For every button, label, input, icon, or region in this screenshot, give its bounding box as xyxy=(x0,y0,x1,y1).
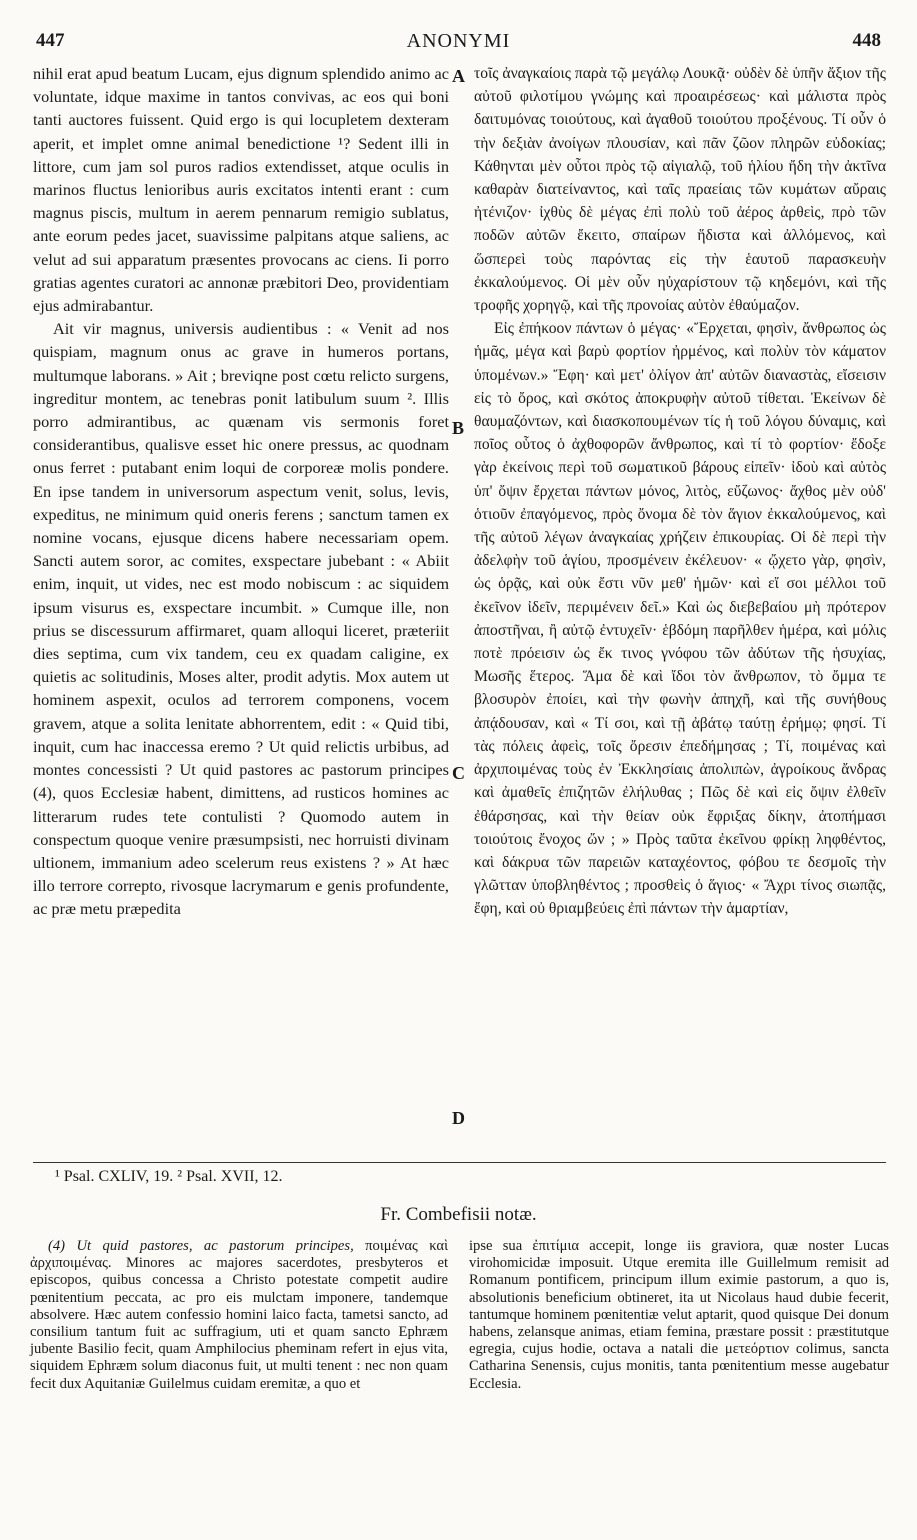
greek-paragraph-2: Εἰς ἐπήκοον πάντων ὁ μέγας· «Ἔρχεται, φησὶν, ἄνθρωπος ὡς ἡμᾶς, μέγα καὶ βαρὺ φορτίον ἠρμένος, καὶ πολὺν τὸν κάματον ὑπομένων.» Ἔφη· καὶ μετ' ὀλίγον ἀπ' αὐτῶν διαναστὰς, εἴσεισιν εἰς τὸ ὄρος, καὶ σκότος ἀποκρυφὴν αὐτοῦ τίθεται. Ἐκείνων δὲ θαυμαζόντων, καὶ διασκοπουμένων τίς ἡ τοῦ λόγου δύναμις, καὶ ποῖος οὗτος ὁ ἀχθοφορῶν ἄνθρωπος, καὶ τί τὸ φορτίον· ἔδοξε γὰρ ἐκείνοις περὶ τοῦ σωματικοῦ βάρους εἰπεῖν· ἰδοὺ καὶ αὐτὸς ὑπ' ὄψιν ἔρχεται πάντων μόνος, λιτὸς, εὔζωνος· ἄχθος μὲν οὐδ' ὁτιοῦν ἐπαγόμενος, πρὸς ὄνομα δὲ τὸν ἅγιον ἐκκαλούμενος, καὶ τῆς αὐτοῦ λέγων ἀναγκαίας χρήζειν ἐπικουρίας. Οἱ δὲ περὶ τὴν ἀδελφὴν τοῦ ἁγίου, προσμένειν ἐκέλευον· « ᾤχετο γὰρ, φησὶν, ὡς ὁρᾷς, καὶ οὐκ ἔστι νῦν μεθ' ἡμῶν· καὶ εἴ σοι μέλλοι τοῦ ἐκεῖνον ἰδεῖν, περιμένειν δεῖ.» Καὶ ὡς διεβεβαίου μὴ πρότερον ἀποστῆναι, ἢ αὐτῷ ἐντυχεῖν· ἑβδόμη παρῆλθεν ἡμέρα, καὶ μόλις ποτὲ πρόεισιν ὡς ἔκ τινος γνόφου τῶν ἀδύτων τῆς ἡσυχίας, Μωσῆς ἕτερος. Ἅμα δὲ καὶ ἴδοι τὸν ἄνθρωπον, τὸ ὄμμα τε βλοσυρὸν ἐποίει, καὶ τὴν φωνὴν ἀπηχῆ, καὶ τῆς συνήθους ἀπᾴδουσαν, καὶ « Τί σοι, καὶ τῇ ἀβάτῳ ταύτῃ ἐρήμῳ; φησί. Τί τὰς πόλεις ἀφεὶς, τοῖς ὄρεσιν ἐπεδήμησας ; Τί, ποιμένας καὶ ἀρχιποιμένας τοὺς ἐν Ἐκκλησίαις ἀπολιπὼν, ἀγροίκους ἄνδρας καὶ ἀμαθεῖς ἐπιζητῶν ἐλήλυθας ; Πῶς δὲ καὶ εἰς ὄψιν ἐλθεῖν ἐθάρσησας, καὶ τὴν θείαν οὐκ ἔφριξας δίκην, ἀτοπήμασι τοιούτοις ἔνοχος ὤν ; » Πρὸς ταῦτα ἐκεῖνου φρίκῃ ληφθέντος, καὶ δάκρυα τῶν παρειῶν καταχέοντος, φόβου τε δεσμοῖς τὴν γλῶτταν ὑποβληθέντος ; προσθεὶς ὁ ἅγιος· « Ἄχρι τίνος σιωπᾷς, ἔφη, καὶ οὐ θριαμβεύεις ἐπὶ πάντων τὴν ἁμαρτίαν, xyxy=(474,320,886,918)
latin-column xyxy=(33,62,449,921)
page-header xyxy=(30,30,887,56)
latin-paragraph-2: Ait vir magnus, universis audientibus : « Venit ad nos quispiam, magnum onus ac grave in humeros portans, multumque laborans. » Ait ; breviqne post cœtu relicto surgens, ingreditur montem, ac tenebras ponit latibulum suum ². Illis porro admirantibus, ac quænam vis sermonis foret considerantibus, qualisve esset hic onere pressus, ac quodnam onus ferret : putabant enim loqui de corporeæ molis pondere. En ipse tandem in universorum aspectum venit, solus, levis, expeditus, ne minimum quid oneris ferens ; sanctum tamen ex nomine vocans, ejusque dicens habere necessariam opem. Sancti autem soror, ac comites, exspectare jubebant : « Abiit enim, inquit, ut vides, nec est modo nobiscum : ac siquidem ipsum visurus es, exspectare incumbit. » Cumque ille, non prius se discessurum affirmaret, quam alloqui liceret, præteriit dies septima, cum vix tandem, ceu ex quadam caligine, ex quietis ac solitudinis, Moses alter, prodit adytis. Mox autem ut hominem aspexit, oculos ad terrorem componens, vocem gravem, atque a solita lenitate abhorrentem, edit : « Quid tibi, inquit, cum hac inaccessa eremo ? Ut quid relictis urbibus, ad montes concessisti ? Ut quid pastores ac pastorum principes (4), quos Ecclesiæ habent, dimittens, ad rusticos homines ac litterarum rudes tete contulisti ? Quomodo autem in conspectum quoque venire præsumpsisti, nec horruisti divinam ultionem, immanium adeo scelerum reus existens ? » At hæc illo terrore correpto, rivosque lacrymarum e genis profundente, ac præ metu præpedita xyxy=(33,319,449,919)
note-4-continued: ipse sua ἐπιτίμια accepit, longe iis graviora, quæ noster Lucas virohomicidæ imposuit. Utque eremita ille Guillelmum remisit ad Romanum pontificem, principum illum eximie pastorum, a quo is, absolutionis beneficium obtineret, ita ut Nicolaus haud dubie fecerit, tantumque hominem pœnitentiæ velut aptarit, quod quisque Dei donum habens, zelansque animas, etiam femina, præstare possit : præstitutque egregia, cujus hodie, octava a natali die μετεόρτιον colimus, sancta Catharina Senensis, cujus monitis, tanta pœnitentium messe augebatur Ecclesia. xyxy=(469,1238,889,1392)
notes-left-column xyxy=(30,1238,448,1393)
notes-title: Fr. Combefisii notæ. xyxy=(380,1204,537,1225)
note-4 xyxy=(30,1238,448,1393)
greek-paragraph-1: τοῖς ἀναγκαίοις παρὰ τῷ μεγάλῳ Λουκᾷ· οὐδὲν δὲ ὑπῆν ἄξιον τῆς αὐτοῦ φιλοτίμου γνώμης καὶ προαιρέσεως· καὶ μάλιστα πρὸς δαιτυμόνας τοιούτους, καὶ ἀγαθοῦ τοιούτου προξένους. Τί οὖν ὁ τὴν δεξιὰν ἀνοίγων πλουσίαν, καὶ πᾶν ζῶον πληρῶν εὐδοκίας; Κάθηνται μὲν οὗτοι πρὸς τῷ αἰγιαλῷ, τοῦ ἡλίου ἤδη τὴν ἀκτῖνα καθαρὰν διατείναντος, καὶ ταῖς πραείαις τῶν κυμάτων αὔραις ἠτένιζον· ἰχθὺς δὲ μέγας ἐπὶ πολὺ τοῦ ἀέρος ἀρθεὶς, πρὸ τῶν ποδῶν αὐτῶν ἔκειτο, σπαίρων ἥδιστα καὶ ἀλλόμενος, καὶ ὥσπερεὶ τοὺς παρόντας εἰς τὴν ἑαυτοῦ παρασκευὴν ἐκκαλούμενος. Οἱ μὲν οὖν ηὐχαρίστουν τῷ κηδεμόνι, καὶ τῆς τροφῆς χορηγῷ, καὶ τῆς προνοίας αὐτὸν ἐθαύμαζον. xyxy=(474,65,886,315)
notes-right-column xyxy=(469,1238,889,1393)
margin-marker-d: D xyxy=(452,1108,465,1128)
running-title: ANONYMI xyxy=(406,30,511,52)
page-number-right: 448 xyxy=(852,30,881,51)
note-4-lemma: (4) Ut quid pastores, ac pastorum principes, xyxy=(48,1238,354,1254)
margin-marker-a: A xyxy=(452,66,465,86)
greek-column xyxy=(474,62,886,921)
margin-marker-b: B xyxy=(452,418,465,438)
footnote-divider xyxy=(33,1162,886,1163)
footnotes: ¹ Psal. CXLIV, 19. ² Psal. XVII, 12. xyxy=(55,1168,283,1185)
latin-paragraph-1: nihil erat apud beatum Lucam, ejus dignum splendido animo ac voluntate, idque maxime in tantos convivas, ac eos qui boni tanti auctores fuissent. Quid ergo is qui locupletem dexteram aperit, et implet omne animal benedictione ¹? Sedent illi in littore, cum jam sol puros radios extendisset, atque oculis in marinos fluctus lenioribus auris excitatos intenti erant : cum magnus piscis, multum in aerem pennarum remigio sublatus, ante eorum pedes jacet, suavissime palpitans atque saliens, ac velut ad sui apparatum præsentes provocans ac ciens. Ii porro gratias agentes curatori ac annonæ præbitori Deo, providentiam ejus admirabantur. xyxy=(33,64,449,316)
margin-marker-c: C xyxy=(452,763,465,783)
page-number-left: 447 xyxy=(36,30,65,51)
note-4-text: ποιμένας καὶ ἀρχιποιμένας. Minores ac majores sacerdotes, presbyteros et episcopos, quibus concessa a Christo potestate competit audire pœnitentium peccata, ac pro eis mulctam imponere, tandemque absolvere. Hæc autem confessio homini laico facta, tametsi sancto, ad consilium tantum fuit ac suffragium, uti et quam sancto Ephræm jubente Basilio fecit, quam Amphilocius pheminam refert in ejus vita, siquidem Ephræm solum diaconus fuit, ut multi tenent : nec non quam fecit dux Aquitaniæ Guilelmus cuidam eremitæ, a quo et xyxy=(30,1238,448,1392)
